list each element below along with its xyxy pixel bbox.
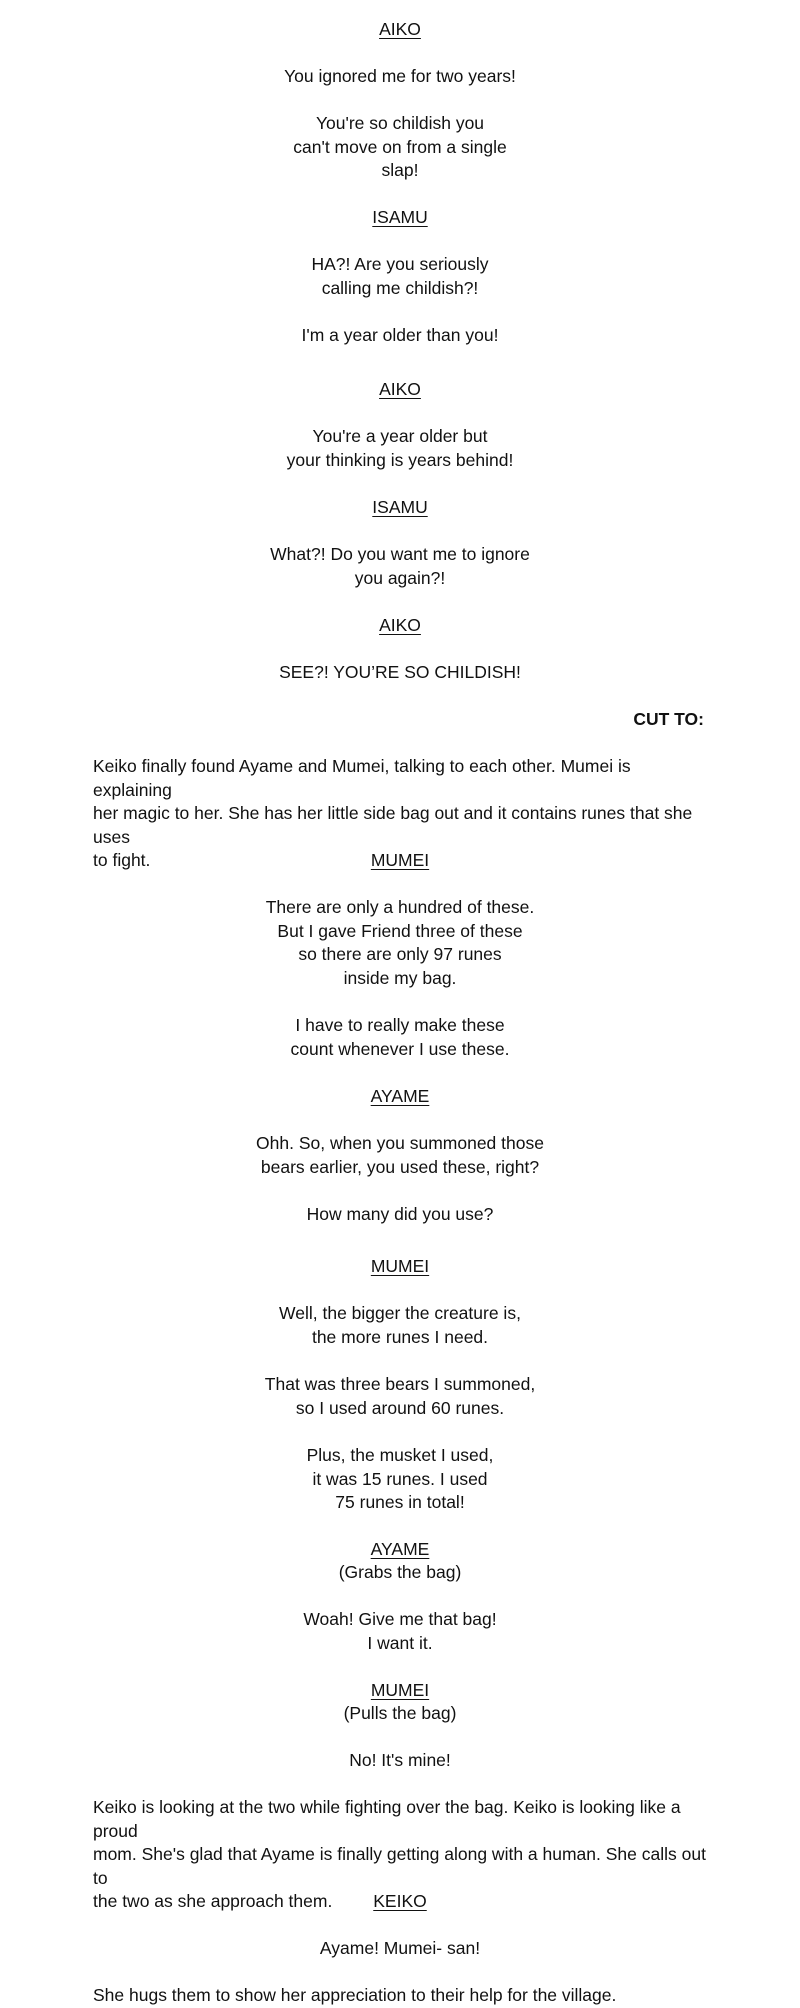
dialogue-line: HA?! Are you seriously calling me childish?! <box>311 254 489 298</box>
dialogue-line: I'm a year older than you! <box>301 325 499 345</box>
character-name: AIKO <box>379 19 421 39</box>
dialogue-line: There are only a hundred of these. But I gave Friend three of these so there are only 97 runes inside my bag. <box>265 897 535 988</box>
dialogue-line: Ohh. So, when you summoned those bears earlier, you used these, right? <box>256 1133 544 1177</box>
character-name: AIKO <box>379 379 421 399</box>
dialogue-line: No! It's mine! <box>349 1750 451 1770</box>
dialogue-line: Ayame! Mumei- san! <box>319 1938 481 1958</box>
dialogue-line: Plus, the musket I used, it was 15 runes. I used 75 runes in total! <box>306 1445 494 1512</box>
dialogue-line: SEE?! YOU’RE SO CHILDISH! <box>279 662 521 682</box>
character-name: ISAMU <box>372 497 428 517</box>
character-name: KEIKO <box>373 1891 427 1911</box>
character-name: MUMEI <box>370 1256 430 1276</box>
dialogue-line: You're a year older but your thinking is years behind! <box>286 426 514 470</box>
dialogue-line: You're so childish you can't move on from a single slap! <box>293 113 507 180</box>
dialogue-line: I have to really make these count whenever I use these. <box>290 1015 510 1059</box>
character-name: MUMEI <box>370 1680 430 1700</box>
dialogue-line: Woah! Give me that bag! I want it. <box>303 1609 497 1653</box>
parenthetical: (Grabs the bag) <box>338 1562 462 1582</box>
dialogue-line: You ignored me for two years! <box>284 66 516 86</box>
action-paragraph: Keiko finally found Ayame and Mumei, talking to each other. Mumei is explaining her magic to her. She has her little side bag out and it contains runes that she uses to fight. <box>93 756 693 870</box>
character-name: AYAME <box>370 1539 430 1559</box>
character-name: MUMEI <box>370 850 430 870</box>
character-name: AIKO <box>379 615 421 635</box>
dialogue-line: What?! Do you want me to ignore you again?! <box>270 544 530 588</box>
dialogue-line: How many did you use? <box>306 1204 494 1224</box>
dialogue-line: That was three bears I summoned, so I used around 60 runes. <box>264 1374 536 1418</box>
character-name: AYAME <box>370 1086 430 1106</box>
action-paragraph: Keiko is looking at the two while fighting over the bag. Keiko is looking like a proud mom. She's glad that Ayame is finally getting along with a human. She calls out to the two as she approach them. <box>93 1797 706 1911</box>
dialogue-line: Well, the bigger the creature is, the more runes I need. <box>279 1303 521 1347</box>
parenthetical: (Pulls the bag) <box>343 1703 457 1723</box>
transition: CUT TO: <box>633 709 704 729</box>
action-paragraph: She hugs them to show her appreciation to their help for the village. <box>93 1985 617 2005</box>
character-name: ISAMU <box>372 207 428 227</box>
